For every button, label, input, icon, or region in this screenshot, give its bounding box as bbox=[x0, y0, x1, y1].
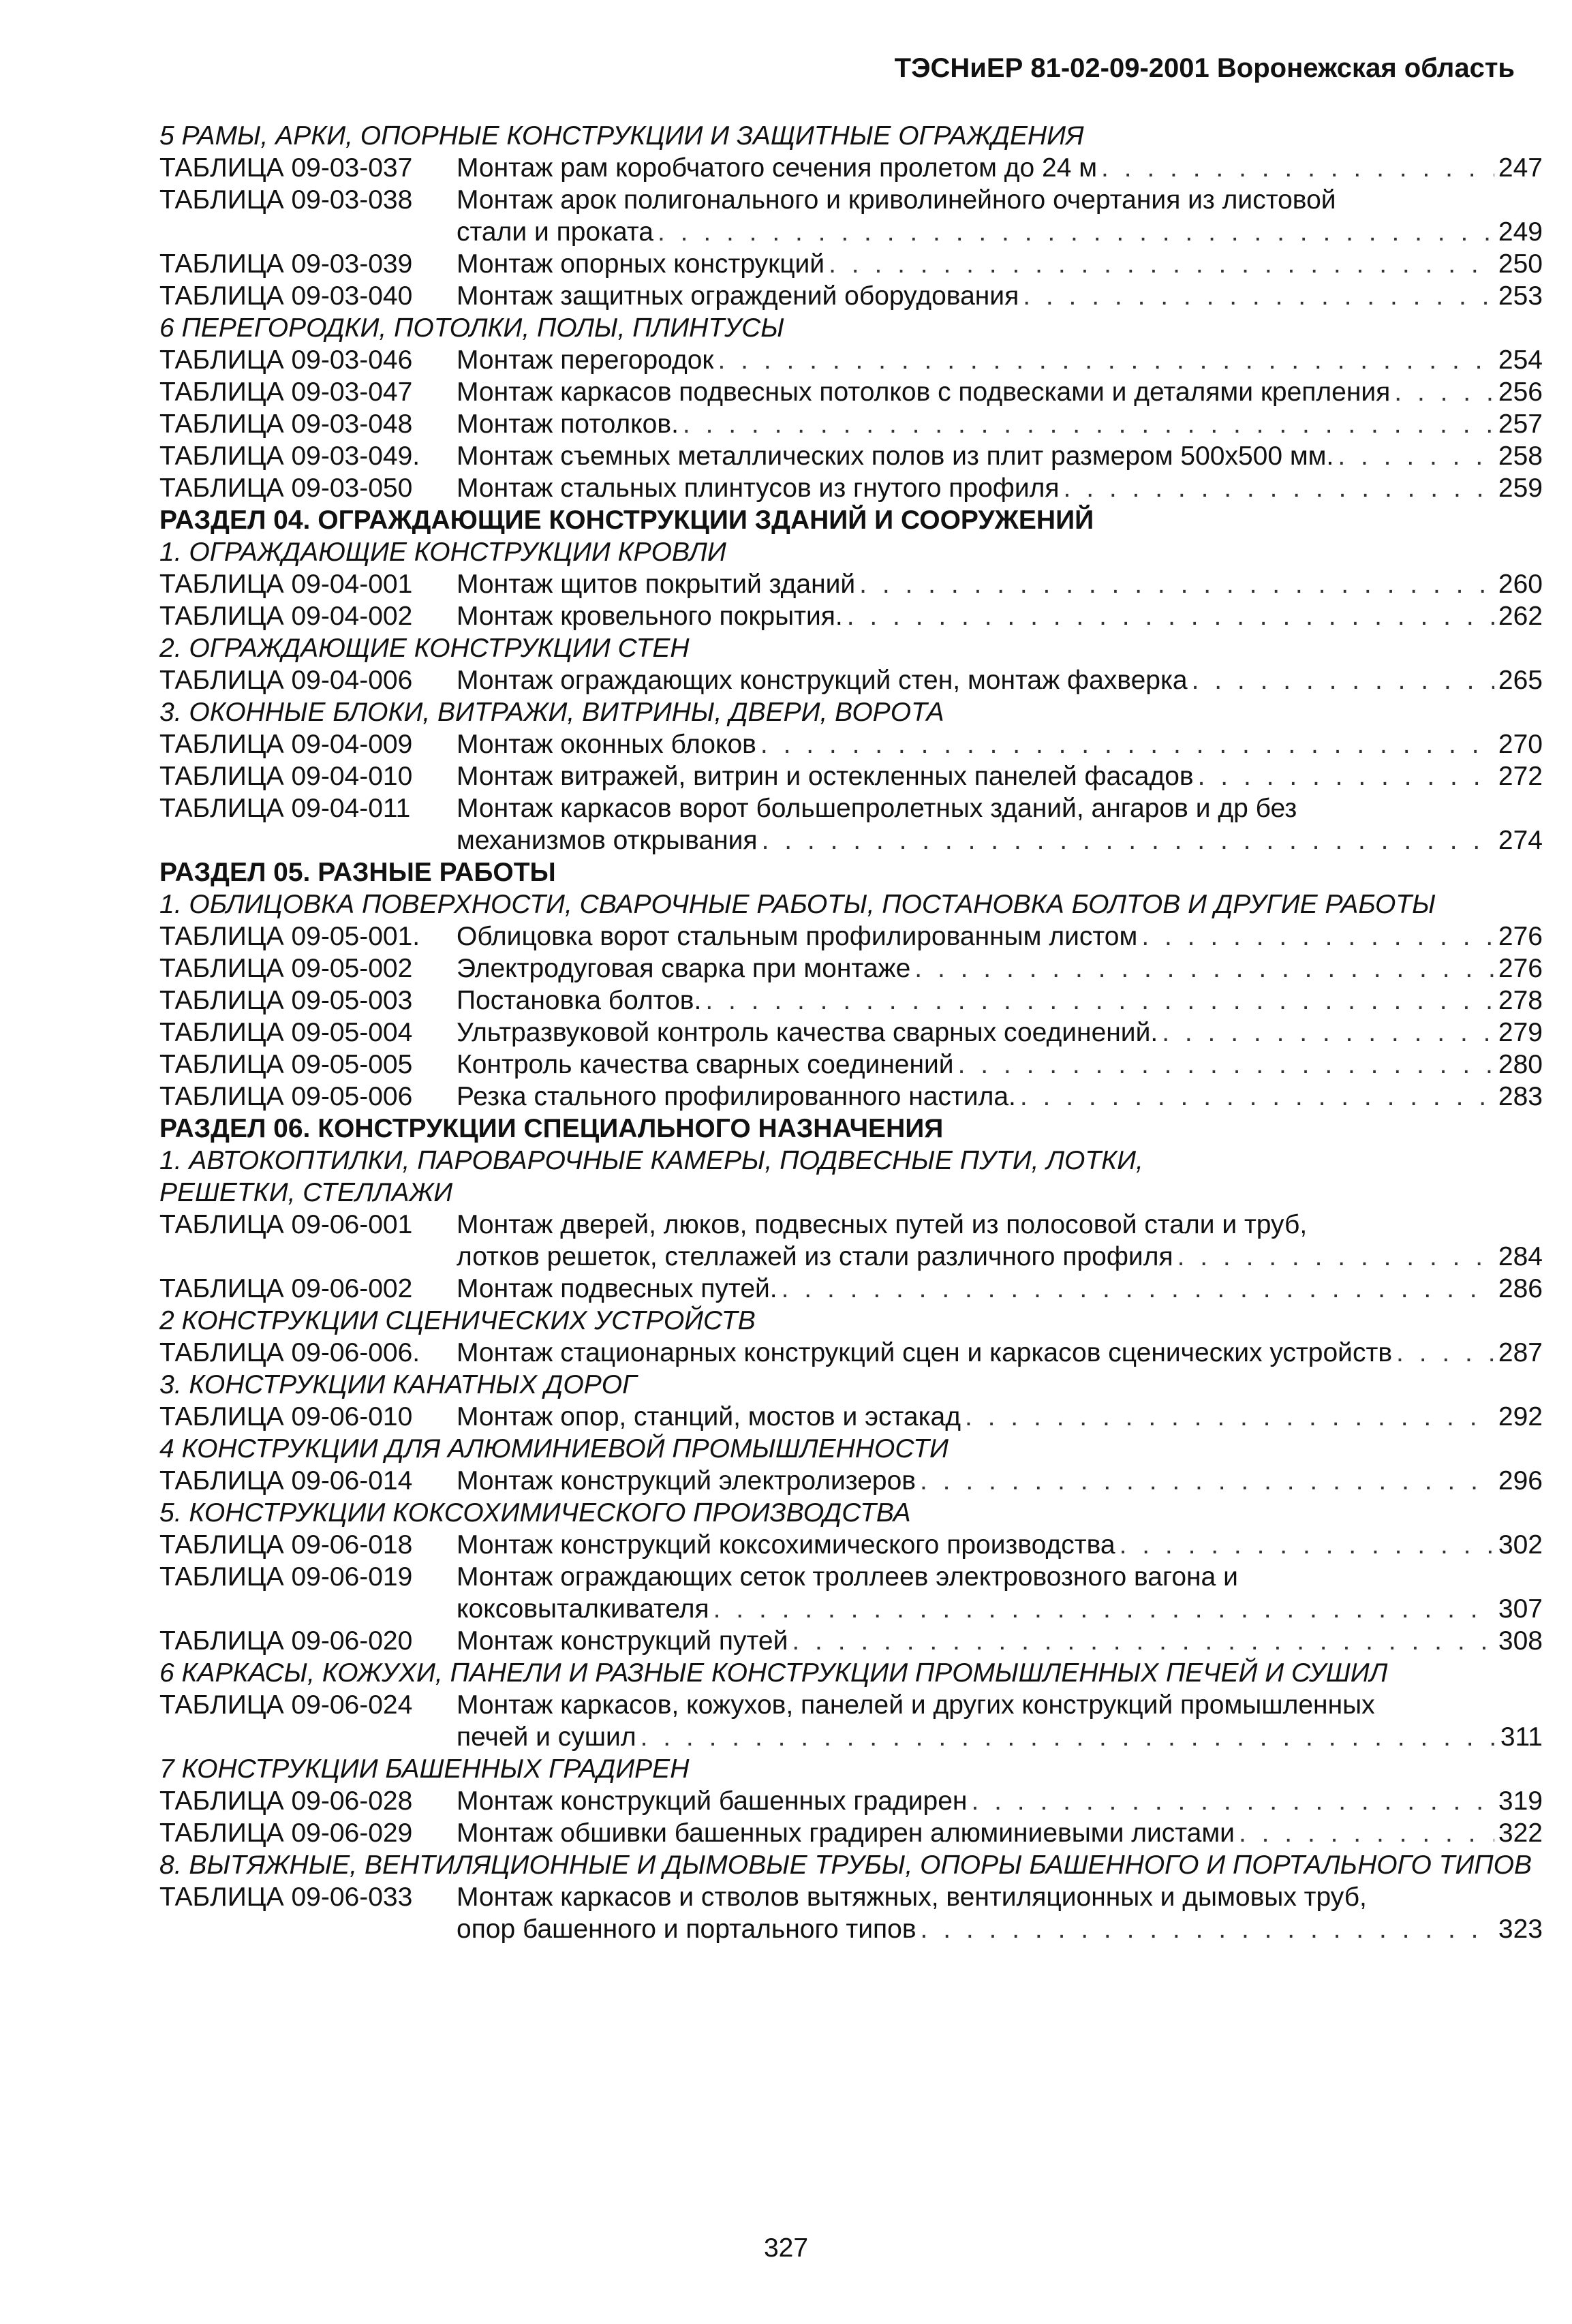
page-ref: 247 bbox=[1498, 153, 1543, 183]
entry-title-text: Монтаж съемных металлических полов из плит размером 500x500 мм. bbox=[457, 441, 1334, 471]
subsection-heading: 7 КОНСТРУКЦИИ БАШЕННЫХ ГРАДИРЕН bbox=[159, 1754, 690, 1784]
entry-title bbox=[457, 344, 1543, 376]
toc-entry bbox=[159, 728, 1543, 760]
entry-title bbox=[457, 760, 1543, 792]
page-ref: 262 bbox=[1498, 602, 1543, 631]
entry-title-line bbox=[457, 1625, 1543, 1657]
page-ref: 284 bbox=[1498, 1242, 1543, 1271]
entry-title bbox=[457, 1081, 1543, 1113]
toc-entry bbox=[159, 152, 1543, 184]
table-code: ТАБЛИЦА 09-05-002 bbox=[159, 954, 413, 983]
dot-leader bbox=[1101, 152, 1494, 184]
entry-title bbox=[457, 1049, 1543, 1081]
entry-title bbox=[457, 1529, 1543, 1561]
toc-entry bbox=[159, 1561, 1543, 1625]
dot-leader bbox=[641, 1721, 1496, 1753]
dot-leader bbox=[683, 408, 1494, 440]
entry-title bbox=[457, 664, 1543, 696]
entry-title bbox=[457, 184, 1543, 248]
subsection-heading: 1. ОБЛИЦОВКА ПОВЕРХНОСТИ, СВАРОЧНЫЕ РАБОТЫ, ПОСТАНОВКА БОЛТОВ И ДРУГИЕ РАБОТЫ bbox=[159, 890, 1436, 919]
entry-title-line bbox=[457, 216, 1543, 248]
toc-entry bbox=[159, 184, 1543, 248]
entry-title bbox=[457, 440, 1543, 472]
page-ref: 292 bbox=[1498, 1402, 1543, 1431]
page-ref: 256 bbox=[1498, 377, 1543, 407]
dot-leader bbox=[971, 1785, 1494, 1817]
page-ref: 260 bbox=[1498, 570, 1543, 599]
dot-leader bbox=[1192, 664, 1494, 696]
entry-title-text: Монтаж подвесных путей. bbox=[457, 1274, 777, 1303]
entry-title-line bbox=[457, 1721, 1543, 1753]
entry-title-line bbox=[457, 408, 1543, 440]
dot-leader bbox=[782, 1273, 1494, 1305]
entry-title-text: лотков решеток, стеллажей из стали различного профиля bbox=[457, 1242, 1173, 1271]
entry-title-line bbox=[457, 1049, 1543, 1081]
table-code: ТАБЛИЦА 09-06-001 bbox=[159, 1210, 413, 1239]
entry-title-text: Монтаж конструкций путей bbox=[457, 1626, 788, 1656]
entry-title bbox=[457, 1817, 1543, 1849]
section-heading: РАЗДЕЛ 05. РАЗНЫЕ РАБОТЫ bbox=[159, 858, 556, 887]
entry-title-text: Монтаж обшивки башенных градирен алюминиевыми листами bbox=[457, 1818, 1235, 1848]
entry-title-line bbox=[457, 1881, 1543, 1913]
toc-entry bbox=[159, 408, 1543, 440]
table-code: ТАБЛИЦА 09-06-018 bbox=[159, 1530, 413, 1560]
entry-title bbox=[457, 952, 1543, 985]
dot-leader bbox=[829, 248, 1494, 280]
subsection-heading: 2. ОГРАЖДАЮЩИЕ КОНСТРУКЦИИ СТЕН bbox=[159, 634, 690, 663]
entry-title-text: Монтаж опорных конструкций bbox=[457, 249, 825, 279]
toc-entry bbox=[159, 920, 1543, 952]
entry-title-line bbox=[457, 760, 1543, 792]
entry-title-text: Ультразвуковой контроль качества сварных соединений. bbox=[457, 1018, 1158, 1047]
toc-entry bbox=[159, 664, 1543, 696]
entry-title bbox=[457, 1625, 1543, 1657]
dot-leader bbox=[1396, 1337, 1494, 1369]
dot-leader bbox=[965, 1401, 1494, 1433]
table-code: ТАБЛИЦА 09-06-010 bbox=[159, 1402, 413, 1431]
subsection-heading: 1. ОГРАЖДАЮЩИЕ КОНСТРУКЦИИ КРОВЛИ bbox=[159, 538, 726, 567]
entry-title-text: Контроль качества сварных соединений bbox=[457, 1050, 954, 1079]
toc-entry bbox=[159, 600, 1543, 632]
page-ref: 283 bbox=[1498, 1082, 1543, 1111]
entry-title-line bbox=[457, 1785, 1543, 1817]
page-ref: 278 bbox=[1498, 986, 1543, 1015]
page-ref: 257 bbox=[1498, 409, 1543, 439]
table-code: ТАБЛИЦА 09-06-028 bbox=[159, 1786, 413, 1816]
entry-title bbox=[457, 1337, 1543, 1369]
dot-leader bbox=[1020, 1081, 1494, 1113]
page-ref: 308 bbox=[1498, 1626, 1543, 1656]
dot-leader bbox=[1198, 760, 1494, 792]
toc-entry bbox=[159, 1689, 1543, 1753]
entry-title-line bbox=[457, 824, 1543, 856]
entry-title-line bbox=[457, 1465, 1543, 1497]
subsection-heading: 5. КОНСТРУКЦИИ КОКСОХИМИЧЕСКОГО ПРОИЗВОДСТВА bbox=[159, 1498, 911, 1528]
subsection-heading: 1. АВТОКОПТИЛКИ, ПАРОВАРОЧНЫЕ КАМЕРЫ, ПОДВЕСНЫЕ ПУТИ, ЛОТКИ, bbox=[159, 1146, 1143, 1175]
entry-title-text: Монтаж арок полигонального и криволинейного очертания из листовой bbox=[457, 185, 1336, 215]
toc-entry bbox=[159, 1881, 1543, 1945]
entry-title bbox=[457, 408, 1543, 440]
table-code: ТАБЛИЦА 09-06-019 bbox=[159, 1562, 413, 1592]
page-ref: 253 bbox=[1498, 281, 1543, 311]
toc-entry bbox=[159, 568, 1543, 600]
entry-title-line bbox=[457, 440, 1543, 472]
page-ref: 258 bbox=[1498, 441, 1543, 471]
table-code: ТАБЛИЦА 09-04-001 bbox=[159, 570, 413, 599]
entry-title-line bbox=[457, 1817, 1543, 1849]
page-ref: 279 bbox=[1498, 1018, 1543, 1047]
subsection-heading: 3. КОНСТРУКЦИИ КАНАТНЫХ ДОРОГ bbox=[159, 1370, 637, 1399]
toc-entry bbox=[159, 280, 1543, 312]
page-ref: 287 bbox=[1498, 1338, 1543, 1367]
toc-entry bbox=[159, 1785, 1543, 1817]
dot-leader bbox=[760, 728, 1494, 760]
entry-title-line bbox=[457, 1241, 1543, 1273]
section-heading: РАЗДЕЛ 04. ОГРАЖДАЮЩИЕ КОНСТРУКЦИИ ЗДАНИЙ И СООРУЖЕНИЙ bbox=[159, 506, 1094, 535]
entry-title-line bbox=[457, 152, 1543, 184]
table-code: ТАБЛИЦА 09-04-002 bbox=[159, 602, 413, 631]
page-ref: 322 bbox=[1498, 1818, 1543, 1848]
toc-entry bbox=[159, 792, 1543, 856]
page-number: 327 bbox=[763, 2233, 809, 2263]
entry-title-text: коксовыталкивателя bbox=[457, 1594, 709, 1624]
entry-title-line bbox=[457, 1529, 1543, 1561]
page-ref: 302 bbox=[1498, 1530, 1543, 1560]
entry-title-text: Монтаж потолков. bbox=[457, 409, 679, 439]
dot-leader bbox=[921, 1913, 1494, 1945]
entry-title bbox=[457, 600, 1543, 632]
table-code: ТАБЛИЦА 09-06-006. bbox=[159, 1338, 420, 1367]
table-code: ТАБЛИЦА 09-05-006 bbox=[159, 1082, 413, 1111]
table-code: ТАБЛИЦА 09-05-005 bbox=[159, 1050, 413, 1079]
dot-leader bbox=[958, 1049, 1494, 1081]
table-code: ТАБЛИЦА 09-06-002 bbox=[159, 1274, 413, 1303]
entry-title bbox=[457, 472, 1543, 504]
toc-entry bbox=[159, 1049, 1543, 1081]
entry-title-line bbox=[457, 1689, 1543, 1721]
dot-leader bbox=[1023, 280, 1494, 312]
entry-title bbox=[457, 1273, 1543, 1305]
entry-title-line bbox=[457, 280, 1543, 312]
entry-title-line bbox=[457, 792, 1543, 824]
entry-title bbox=[457, 728, 1543, 760]
dot-leader bbox=[847, 600, 1494, 632]
entry-title-text: Монтаж дверей, люков, подвесных путей из полосовой стали и труб, bbox=[457, 1210, 1308, 1239]
entry-title-text: механизмов открывания bbox=[457, 826, 758, 855]
dot-leader bbox=[718, 344, 1494, 376]
entry-title bbox=[457, 1689, 1543, 1753]
dot-leader bbox=[1120, 1529, 1494, 1561]
entry-title-line bbox=[457, 728, 1543, 760]
table-code: ТАБЛИЦА 09-05-001. bbox=[159, 922, 420, 951]
table-code: ТАБЛИЦА 09-06-029 bbox=[159, 1818, 413, 1848]
entry-title-line bbox=[457, 248, 1543, 280]
entry-title-line bbox=[457, 184, 1543, 216]
entry-title-text: Монтаж кровельного покрытия. bbox=[457, 602, 843, 631]
toc-entry bbox=[159, 1273, 1543, 1305]
entry-title-line bbox=[457, 920, 1543, 952]
entry-title-line bbox=[457, 985, 1543, 1017]
page-ref: 274 bbox=[1498, 826, 1543, 855]
toc-entry bbox=[159, 1817, 1543, 1849]
entry-title-line bbox=[457, 1401, 1543, 1433]
entry-title-text: Монтаж конструкций электролизеров bbox=[457, 1466, 916, 1496]
dot-leader bbox=[705, 985, 1494, 1017]
table-code: ТАБЛИЦА 09-03-040 bbox=[159, 281, 413, 311]
running-header: ТЭСНиЕР 81-02-09-2001 Воронежская область bbox=[894, 53, 1515, 83]
toc-entry bbox=[159, 952, 1543, 985]
entry-title bbox=[457, 568, 1543, 600]
page-ref: 272 bbox=[1498, 762, 1543, 791]
dot-leader bbox=[914, 952, 1494, 985]
entry-title-text: Монтаж конструкций башенных градирен bbox=[457, 1786, 968, 1816]
toc-entry bbox=[159, 440, 1543, 472]
entry-title-line bbox=[457, 1561, 1543, 1593]
page-ref: 270 bbox=[1498, 730, 1543, 759]
page-ref: 319 bbox=[1498, 1786, 1543, 1816]
toc-entry bbox=[159, 376, 1543, 408]
entry-title bbox=[457, 985, 1543, 1017]
table-code: ТАБЛИЦА 09-03-047 bbox=[159, 377, 413, 407]
page-ref: 265 bbox=[1498, 666, 1543, 695]
entry-title-text: Монтаж каркасов, кожухов, панелей и других конструкций промышленных bbox=[457, 1690, 1375, 1720]
table-code: ТАБЛИЦА 09-03-037 bbox=[159, 153, 413, 183]
entry-title-text: Монтаж каркасов и стволов вытяжных, вентиляционных и дымовых труб, bbox=[457, 1883, 1367, 1912]
table-of-contents bbox=[159, 120, 1543, 1945]
entry-title-line bbox=[457, 664, 1543, 696]
toc-entry bbox=[159, 1465, 1543, 1497]
entry-title-text: Электродуговая сварка при монтаже bbox=[457, 954, 911, 983]
entry-title-text: стали и проката bbox=[457, 217, 653, 247]
entry-title bbox=[457, 280, 1543, 312]
entry-title-line bbox=[457, 1593, 1543, 1625]
page-ref: 307 bbox=[1498, 1594, 1543, 1624]
entry-title bbox=[457, 1465, 1543, 1497]
page-ref: 254 bbox=[1498, 345, 1543, 375]
table-code: ТАБЛИЦА 09-04-006 bbox=[159, 666, 413, 695]
entry-title-text: Монтаж конструкций коксохимического производства bbox=[457, 1530, 1115, 1560]
entry-title-line bbox=[457, 376, 1543, 408]
entry-title-text: Монтаж каркасов подвесных потолков с подвесками и деталями крепления bbox=[457, 377, 1391, 407]
table-code: ТАБЛИЦА 09-03-046 bbox=[159, 345, 413, 375]
table-code: ТАБЛИЦА 09-05-003 bbox=[159, 986, 413, 1015]
entry-title bbox=[457, 152, 1543, 184]
entry-title-text: Монтаж каркасов ворот большепролетных зданий, ангаров и др без bbox=[457, 794, 1297, 823]
table-code: ТАБЛИЦА 09-06-033 bbox=[159, 1883, 413, 1912]
subsection-heading: 6 КАРКАСЫ, КОЖУХИ, ПАНЕЛИ И РАЗНЫЕ КОНСТРУКЦИИ ПРОМЫШЛЕННЫХ ПЕЧЕЙ И СУШИЛ bbox=[159, 1658, 1388, 1688]
entry-title-text: Монтаж ограждающих сеток троллеев электровозного вагона и bbox=[457, 1562, 1238, 1592]
subsection-heading: 2 КОНСТРУКЦИИ СЦЕНИЧЕСКИХ УСТРОЙСТВ bbox=[159, 1306, 756, 1335]
dot-leader bbox=[1177, 1241, 1494, 1273]
subsection-heading: 5 РАМЫ, АРКИ, ОПОРНЫЕ КОНСТРУКЦИИ И ЗАЩИТНЫЕ ОГРАЖДЕНИЯ bbox=[159, 121, 1084, 151]
page-ref: 280 bbox=[1498, 1050, 1543, 1079]
entry-title-line bbox=[457, 1337, 1543, 1369]
dot-leader bbox=[1141, 920, 1494, 952]
page-ref: 249 bbox=[1498, 217, 1543, 247]
table-code: ТАБЛИЦА 09-03-039 bbox=[159, 249, 413, 279]
subsection-heading: 8. ВЫТЯЖНЫЕ, ВЕНТИЛЯЦИОННЫЕ И ДЫМОВЫЕ ТРУБЫ, ОПОРЫ БАШЕННОГО И ПОРТАЛЬНОГО ТИПОВ bbox=[159, 1850, 1532, 1880]
page-ref: 276 bbox=[1498, 922, 1543, 951]
toc-entry bbox=[159, 1625, 1543, 1657]
toc-entry bbox=[159, 1401, 1543, 1433]
entry-title-line bbox=[457, 1209, 1543, 1241]
entry-title bbox=[457, 376, 1543, 408]
table-code: ТАБЛИЦА 09-04-011 bbox=[159, 794, 411, 823]
entry-title-text: Монтаж рам коробчатого сечения пролетом до 24 м bbox=[457, 153, 1098, 183]
table-code: ТАБЛИЦА 09-06-020 bbox=[159, 1626, 413, 1656]
table-code: ТАБЛИЦА 09-05-004 bbox=[159, 1018, 413, 1047]
entry-title-line bbox=[457, 344, 1543, 376]
entry-title-text: Резка стального профилированного настила. bbox=[457, 1082, 1016, 1111]
page-ref: 250 bbox=[1498, 249, 1543, 279]
entry-title-line bbox=[457, 568, 1543, 600]
entry-title-text: Монтаж стационарных конструкций сцен и каркасов сценических устройств bbox=[457, 1338, 1393, 1367]
dot-leader bbox=[859, 568, 1494, 600]
entry-title-text: Монтаж ограждающих конструкций стен, монтаж фахверка bbox=[457, 666, 1188, 695]
toc-entry bbox=[159, 248, 1543, 280]
entry-title-text: опор башенного и портального типов bbox=[457, 1915, 916, 1944]
toc-entry bbox=[159, 344, 1543, 376]
entry-title bbox=[457, 1881, 1543, 1945]
toc-entry bbox=[159, 985, 1543, 1017]
entry-title-line bbox=[457, 1017, 1543, 1049]
entry-title bbox=[457, 920, 1543, 952]
entry-title-line bbox=[457, 472, 1543, 504]
table-code: ТАБЛИЦА 09-03-048 bbox=[159, 409, 413, 439]
table-code: ТАБЛИЦА 09-03-050 bbox=[159, 474, 413, 503]
toc-entry bbox=[159, 760, 1543, 792]
entry-title-text: Монтаж витражей, витрин и остекленных панелей фасадов bbox=[457, 762, 1194, 791]
dot-leader bbox=[713, 1593, 1494, 1625]
toc-entry bbox=[159, 1529, 1543, 1561]
entry-title bbox=[457, 1401, 1543, 1433]
entry-title-text: Монтаж защитных ограждений оборудования bbox=[457, 281, 1019, 311]
entry-title-line bbox=[457, 1081, 1543, 1113]
page-ref: 276 bbox=[1498, 954, 1543, 983]
dot-leader bbox=[762, 824, 1494, 856]
entry-title-line bbox=[457, 952, 1543, 985]
entry-title-text: печей и сушил bbox=[457, 1722, 636, 1752]
toc-entry bbox=[159, 472, 1543, 504]
entry-title-line bbox=[457, 1273, 1543, 1305]
subsection-heading-continued: РЕШЕТКИ, СТЕЛЛАЖИ bbox=[159, 1178, 453, 1207]
entry-title-text: Монтаж перегородок bbox=[457, 345, 714, 375]
entry-title-line bbox=[457, 1913, 1543, 1945]
table-code: ТАБЛИЦА 09-04-009 bbox=[159, 730, 413, 759]
dot-leader bbox=[658, 216, 1494, 248]
entry-title bbox=[457, 1209, 1543, 1273]
section-heading: РАЗДЕЛ 06. КОНСТРУКЦИИ СПЕЦИАЛЬНОГО НАЗНАЧЕНИЯ bbox=[159, 1114, 944, 1143]
entry-title bbox=[457, 248, 1543, 280]
entry-title-text: Монтаж щитов покрытий зданий bbox=[457, 570, 856, 599]
toc-entry bbox=[159, 1209, 1543, 1273]
entry-title bbox=[457, 792, 1543, 856]
entry-title bbox=[457, 1785, 1543, 1817]
page-ref: 311 bbox=[1500, 1722, 1543, 1752]
entry-title-text: Монтаж стальных плинтусов из гнутого профиля bbox=[457, 474, 1060, 503]
entry-title-line bbox=[457, 600, 1543, 632]
subsection-heading: 4 КОНСТРУКЦИИ ДЛЯ АЛЮМИНИЕВОЙ ПРОМЫШЛЕННОСТИ bbox=[159, 1434, 949, 1463]
toc-entry bbox=[159, 1337, 1543, 1369]
entry-title-text: Монтаж опор, станций, мостов и эстакад bbox=[457, 1402, 961, 1431]
table-code: ТАБЛИЦА 09-04-010 bbox=[159, 762, 413, 791]
page-ref: 323 bbox=[1498, 1915, 1543, 1944]
subsection-heading: 6 ПЕРЕГОРОДКИ, ПОТОЛКИ, ПОЛЫ, ПЛИНТУСЫ bbox=[159, 313, 784, 343]
page-ref: 286 bbox=[1498, 1274, 1543, 1303]
page-ref: 259 bbox=[1498, 474, 1543, 503]
subsection-heading: 3. ОКОННЫЕ БЛОКИ, ВИТРАЖИ, ВИТРИНЫ, ДВЕРИ, ВОРОТА bbox=[159, 698, 944, 727]
table-code: ТАБЛИЦА 09-06-014 bbox=[159, 1466, 413, 1496]
dot-leader bbox=[1338, 440, 1494, 472]
dot-leader bbox=[920, 1465, 1494, 1497]
dot-leader bbox=[1064, 472, 1494, 504]
dot-leader bbox=[1239, 1817, 1494, 1849]
toc-entry bbox=[159, 1017, 1543, 1049]
table-code: ТАБЛИЦА 09-06-024 bbox=[159, 1690, 413, 1720]
entry-title-text: Монтаж оконных блоков bbox=[457, 730, 756, 759]
toc-entry bbox=[159, 1081, 1543, 1113]
dot-leader bbox=[1162, 1017, 1494, 1049]
entry-title bbox=[457, 1561, 1543, 1625]
entry-title-text: Постановка болтов. bbox=[457, 986, 702, 1015]
entry-title bbox=[457, 1017, 1543, 1049]
entry-title-text: Облицовка ворот стальным профилированным листом bbox=[457, 922, 1138, 951]
table-code: ТАБЛИЦА 09-03-049. bbox=[159, 441, 420, 471]
dot-leader bbox=[792, 1625, 1494, 1657]
table-code: ТАБЛИЦА 09-03-038 bbox=[159, 185, 413, 215]
page-ref: 296 bbox=[1498, 1466, 1543, 1496]
dot-leader bbox=[1394, 376, 1494, 408]
